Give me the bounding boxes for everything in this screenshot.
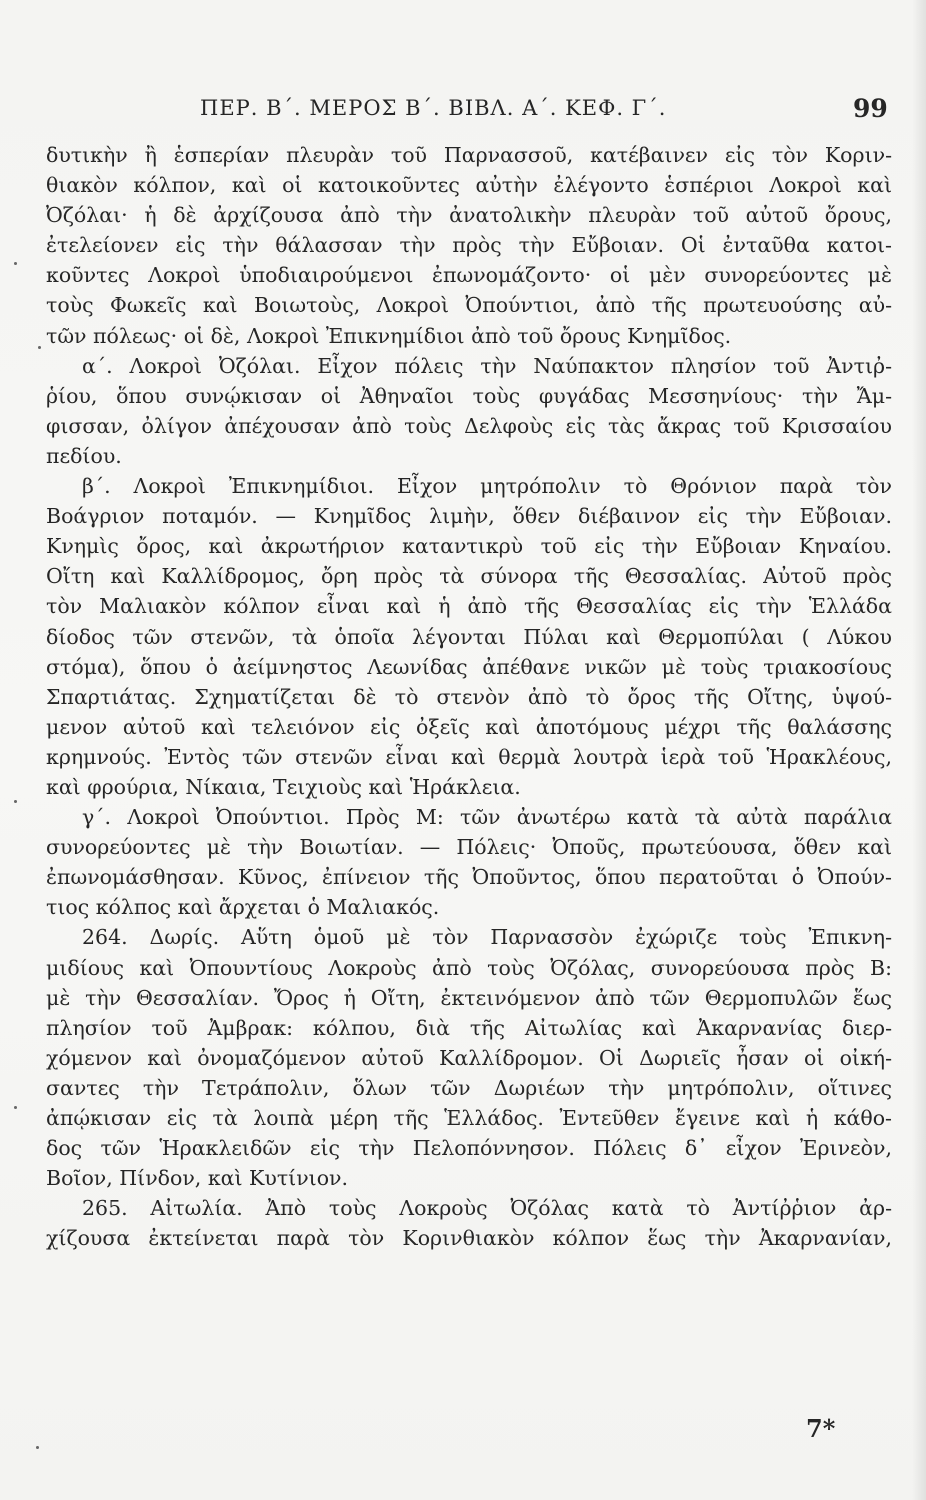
text-line: θιακὸν κόλπον, καὶ οἱ κατοικοῦντες αὐτὴν ἐλέγοντο ἑσπέριοι Λοκροὶ καὶ <box>46 173 892 198</box>
page-body <box>46 140 892 1253</box>
text-line: ἐπωνομάσθησαν. Κῦνος, ἐπίνειον τῆς Ὀποῦντος, ὅπου περατοῦται ὁ Ὀπούν- <box>46 865 892 890</box>
text-line: μὲ τὴν Θεσσαλίαν. Ὄρος ἡ Οἴτη, ἐκτεινόμενον ἀπὸ τῶν Θερμοπυλῶν ἕως <box>46 985 892 1010</box>
text-line: Σπαρτιάτας. Σχηματίζεται δὲ τὸ στενὸν ἀπὸ τὸ ὄρος τῆς Οἴτης, ὑψού- <box>46 684 892 709</box>
text-line: Οἴτη καὶ Καλλίδρομος, ὄρη πρὸς τὰ σύνορα τῆς Θεσσαλίας. Αὐτοῦ πρὸς <box>46 564 892 589</box>
text-line: ῥίου, ὅπου συνῴκισαν οἱ Ἀθηναῖοι τοὺς φυγάδας Μεσσηνίους· τὴν Ἄμ- <box>46 383 892 408</box>
text-line: συνορεύοντες μὲ τὴν Βοιωτίαν. — Πόλεις· Ὀποῦς, πρωτεύουσα, ὅθεν καὶ <box>46 835 892 860</box>
running-header: ΠΕΡ. Β΄. ΜΕΡΟΣ Β΄. ΒΙΒΛ. Α΄. ΚΕΦ. Γ΄. <box>200 96 667 120</box>
text-line: τοὺς Φωκεῖς καὶ Βοιωτοὺς, Λοκροὶ Ὀπούντιοι, ἀπὸ τῆς πρωτευούσης αὐ- <box>46 293 892 318</box>
text-line: χόμενον καὶ ὀνομαζόμενον αὐτοῦ Καλλίδρομον. Οἱ Δωριεῖς ἦσαν οἱ οἰκή- <box>46 1045 892 1070</box>
page-number: 99 <box>853 94 888 123</box>
section-alpha-heading-line: α΄. Λοκροὶ Ὀζόλαι. Εἶχον πόλεις τὴν Ναύπακτον πλησίον τοῦ Ἀντιῤ- <box>82 353 892 378</box>
text-line: καὶ φρούρια, Νίκαια, Τειχιοὺς καὶ Ἡράκλεια. <box>46 774 521 799</box>
margin-speck <box>36 1446 39 1449</box>
text-line: μενον αὐτοῦ καὶ τελειόνον εἰς ὀξεῖς καὶ ἀποτόμους μέχρι τῆς θαλάσσης <box>46 714 892 739</box>
text-line: πεδίου. <box>46 443 122 468</box>
text-line: δίοδος τῶν στενῶν, τὰ ὁποῖα λέγονται Πύλαι καὶ Θερμοπύλαι ( Λύκου <box>46 624 892 649</box>
margin-speck <box>38 346 41 349</box>
section-gamma-heading-line: γ΄. Λοκροὶ Ὀπούντιοι. Πρὸς Μ: τῶν ἀνωτέρω κατὰ τὰ αὐτὰ παράλια <box>82 805 892 830</box>
margin-speck <box>14 800 17 803</box>
text-line: ἐτελείονεν εἰς τὴν θάλασσαν τὴν πρὸς τὴν Εὔβοιαν. Οἱ ἐνταῦθα κατοι- <box>46 233 892 258</box>
signature-mark: 7* <box>806 1414 836 1443</box>
text-line: κρημνούς. Ἐντὸς τῶν στενῶν εἶναι καὶ θερμὰ λουτρὰ ἱερὰ τοῦ Ἡρακλέους, <box>46 744 892 769</box>
text-line: τιος κόλπος καὶ ἄρχεται ὁ Μαλιακός. <box>46 895 440 920</box>
text-line: σαντες τὴν Τετράπολιν, ὅλων τῶν Δωριέων τὴν μητρόπολιν, οἵτινες <box>46 1075 892 1100</box>
margin-speck <box>14 1106 17 1109</box>
text-line: Κνημὶς ὄρος, καὶ ἀκρωτήριον καταντικρὺ τοῦ εἰς τὴν Εὔβοιαν Κηναίου. <box>46 534 892 559</box>
text-line: ἀπῴκισαν εἰς τὰ λοιπὰ μέρη τῆς Ἑλλάδος. Ἐντεῦθεν ἔγεινε καὶ ἡ κάθο- <box>46 1106 892 1130</box>
text-line: φισσαν, ὀλίγον ἀπέχουσαν ἀπὸ τοὺς Δελφοὺς εἰς τὰς ἄκρας τοῦ Κρισσαίου <box>46 413 892 438</box>
section-beta-heading-line: β΄. Λοκροὶ Ἐπικνημίδιοι. Εἶχον μητρόπολιν τὸ Θρόνιον παρὰ τὸν <box>82 474 892 499</box>
page-edge-shadow <box>912 0 926 1500</box>
text-line: τὸν Μαλιακὸν κόλπον εἶναι καὶ ἡ ἀπὸ τῆς Θεσσαλίας εἰς τὴν Ἑλλάδα <box>46 594 892 619</box>
text-line: πλησίον τοῦ Ἀμβρακ: κόλπου, διὰ τῆς Αἰτωλίας καὶ Ἀκαρνανίας διερ- <box>46 1015 892 1040</box>
text-line: δυτικὴν ἢ ἑσπερίαν πλευρὰν τοῦ Παρνασσοῦ, κατέβαινεν εἰς τὸν Κοριν- <box>46 143 892 167</box>
text-line: κοῦντες Λοκροὶ ὑποδιαιρούμενοι ἐπωνομάζοντο· οἱ μὲν συνορεύοντες μὲ <box>46 263 892 288</box>
text-line: χίζουσα ἐκτείνεται παρὰ τὸν Κορινθιακὸν κόλπον ἕως τὴν Ἀκαρνανίαν, <box>46 1226 892 1251</box>
margin-speck <box>14 262 17 265</box>
text-line: Ὀζόλαι· ἡ δὲ ἀρχίζουσα ἀπὸ τὴν ἀνατολικὴν πλευρὰν τοῦ αὐτοῦ ὄρους, <box>46 203 892 228</box>
text-line: τῶν πόλεως· οἱ δὲ, Λοκροὶ Ἐπικνημίδιοι ἀπὸ τοῦ ὄρους Κνημῖδος. <box>46 323 732 348</box>
text-line: δος τῶν Ἡρακλειδῶν εἰς τὴν Πελοπόννησον. Πόλεις δ᾽ εἶχον Ἐρινεὸν, <box>46 1136 892 1161</box>
text-line: Βοάγριον ποταμόν. — Κνημῖδος λιμὴν, ὅθεν διέβαινον εἰς τὴν Εὔβοιαν. <box>46 504 892 529</box>
text-line: Βοῖον, Πίνδον, καὶ Κυτίνιον. <box>46 1166 349 1191</box>
text-line: μιδίους καὶ Ὀπουντίους Λοκροὺς ἀπὸ τοὺς Ὀζόλας, συνορεύουσα πρὸς Β: <box>46 955 892 980</box>
section-264-heading-line: 264. Δωρίς. Αὕτη ὁμοῦ μὲ τὸν Παρνασσὸν ἐχώριζε τοὺς Ἐπικνη- <box>82 925 892 950</box>
text-line: στόμα), ὅπου ὁ ἀείμνηστος Λεωνίδας ἀπέθανε νικῶν μὲ τοὺς τριακοσίους <box>46 654 892 679</box>
section-265-heading-line: 265. Αἰτωλία. Ἀπὸ τοὺς Λοκροὺς Ὀζόλας κατὰ τὸ Ἀντίῤῥιον ἀρ- <box>82 1196 892 1221</box>
